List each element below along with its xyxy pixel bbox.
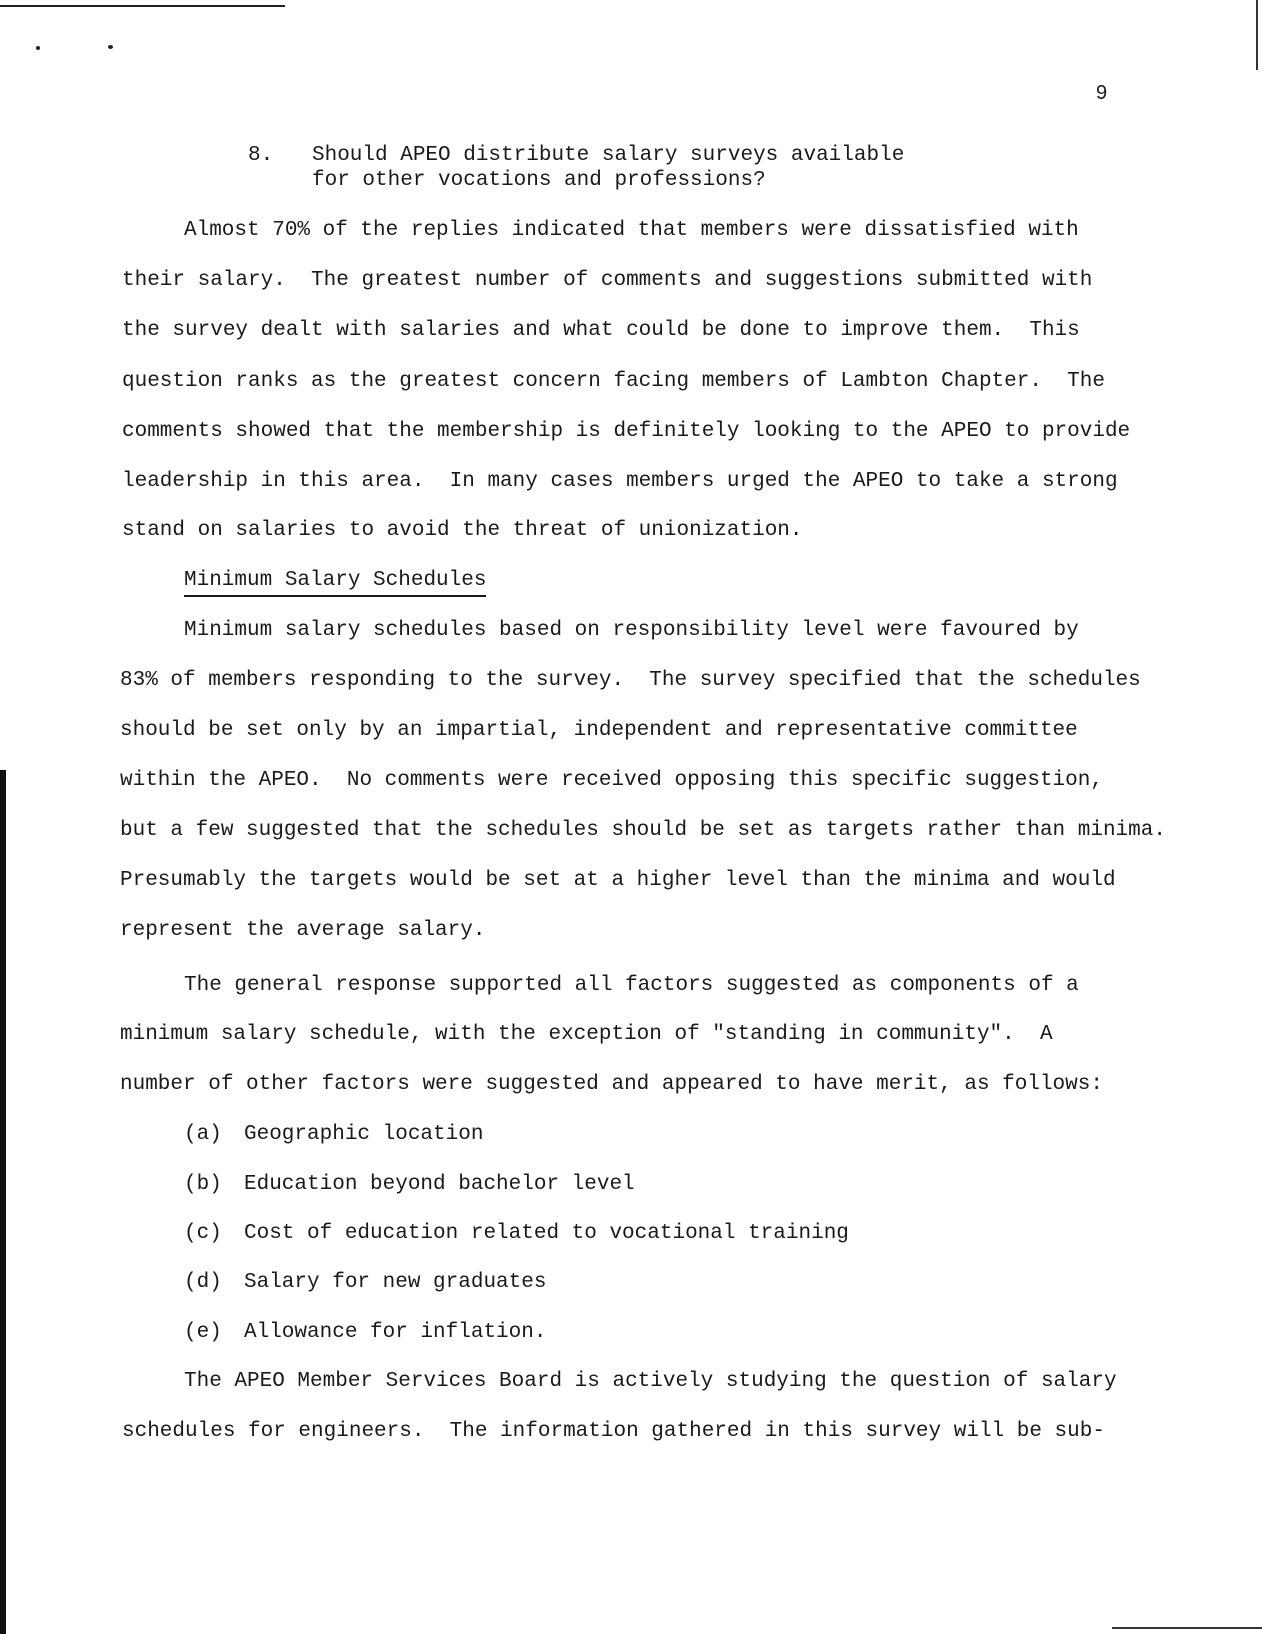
- question-line: for other vocations and professions?: [312, 169, 766, 192]
- paragraph-line: Almost 70% of the replies indicated that members were dissatisfied with: [184, 219, 1079, 242]
- list-item: Allowance for inflation.: [244, 1321, 547, 1344]
- paragraph-line: stand on salaries to avoid the threat of unionization.: [122, 519, 803, 542]
- paragraph-line: minimum salary schedule, with the exception of "standing in community". A: [120, 1023, 1053, 1046]
- question-line: Should APEO distribute salary surveys available: [312, 144, 905, 167]
- list-item: Salary for new graduates: [244, 1271, 547, 1294]
- paragraph-line: the survey dealt with salaries and what could be done to improve them. This: [122, 319, 1080, 342]
- page-number: 9: [1096, 82, 1108, 104]
- section-heading: Minimum Salary Schedules: [184, 568, 486, 597]
- paragraph-line: Presumably the targets would be set at a higher level than the minima and would: [120, 869, 1116, 892]
- list-item-label: (b): [184, 1173, 222, 1196]
- paragraph-line: Minimum salary schedules based on responsibility level were favoured by: [184, 619, 1079, 642]
- list-item-label: (e): [184, 1321, 222, 1344]
- paragraph-line: schedules for engineers. The information gathered in this survey will be sub-: [122, 1420, 1105, 1443]
- paragraph-line: question ranks as the greatest concern facing members of Lambton Chapter. The: [122, 370, 1105, 393]
- scan-bottom-rule: [1112, 1627, 1262, 1629]
- scan-speck: [108, 45, 113, 49]
- paragraph-line: but a few suggested that the schedules should be set as targets rather than minima.: [120, 819, 1166, 842]
- paragraph-line: leadership in this area. In many cases members urged the APEO to take a strong: [122, 470, 1118, 493]
- list-item: Geographic location: [244, 1123, 484, 1146]
- scan-top-rule: [0, 5, 285, 7]
- paragraph-line: their salary. The greatest number of comments and suggestions submitted with: [122, 269, 1093, 292]
- list-item: Cost of education related to vocational training: [244, 1222, 849, 1245]
- scan-right-edge: [1256, 0, 1258, 70]
- paragraph-line: number of other factors were suggested and appeared to have merit, as follows:: [120, 1073, 1103, 1096]
- list-item: Education beyond bachelor level: [244, 1173, 635, 1196]
- list-item-label: (a): [184, 1123, 222, 1146]
- scan-speck: [36, 46, 40, 50]
- paragraph-line: The APEO Member Services Board is actively studying the question of salary: [184, 1370, 1117, 1393]
- paragraph-line: The general response supported all factors suggested as components of a: [184, 974, 1079, 997]
- paragraph-line: within the APEO. No comments were received opposing this specific suggestion,: [120, 769, 1103, 792]
- list-item-label: (c): [184, 1222, 222, 1245]
- paragraph-line: 83% of members responding to the survey. The survey specified that the schedules: [120, 669, 1141, 692]
- scan-left-edge: [0, 770, 6, 1634]
- paragraph-line: comments showed that the membership is definitely looking to the APEO to provide: [122, 420, 1131, 443]
- question-number: 8.: [248, 144, 274, 167]
- paragraph-line: should be set only by an impartial, independent and representative committee: [120, 719, 1078, 742]
- list-item-label: (d): [184, 1271, 222, 1294]
- paragraph-line: represent the average salary.: [120, 919, 486, 942]
